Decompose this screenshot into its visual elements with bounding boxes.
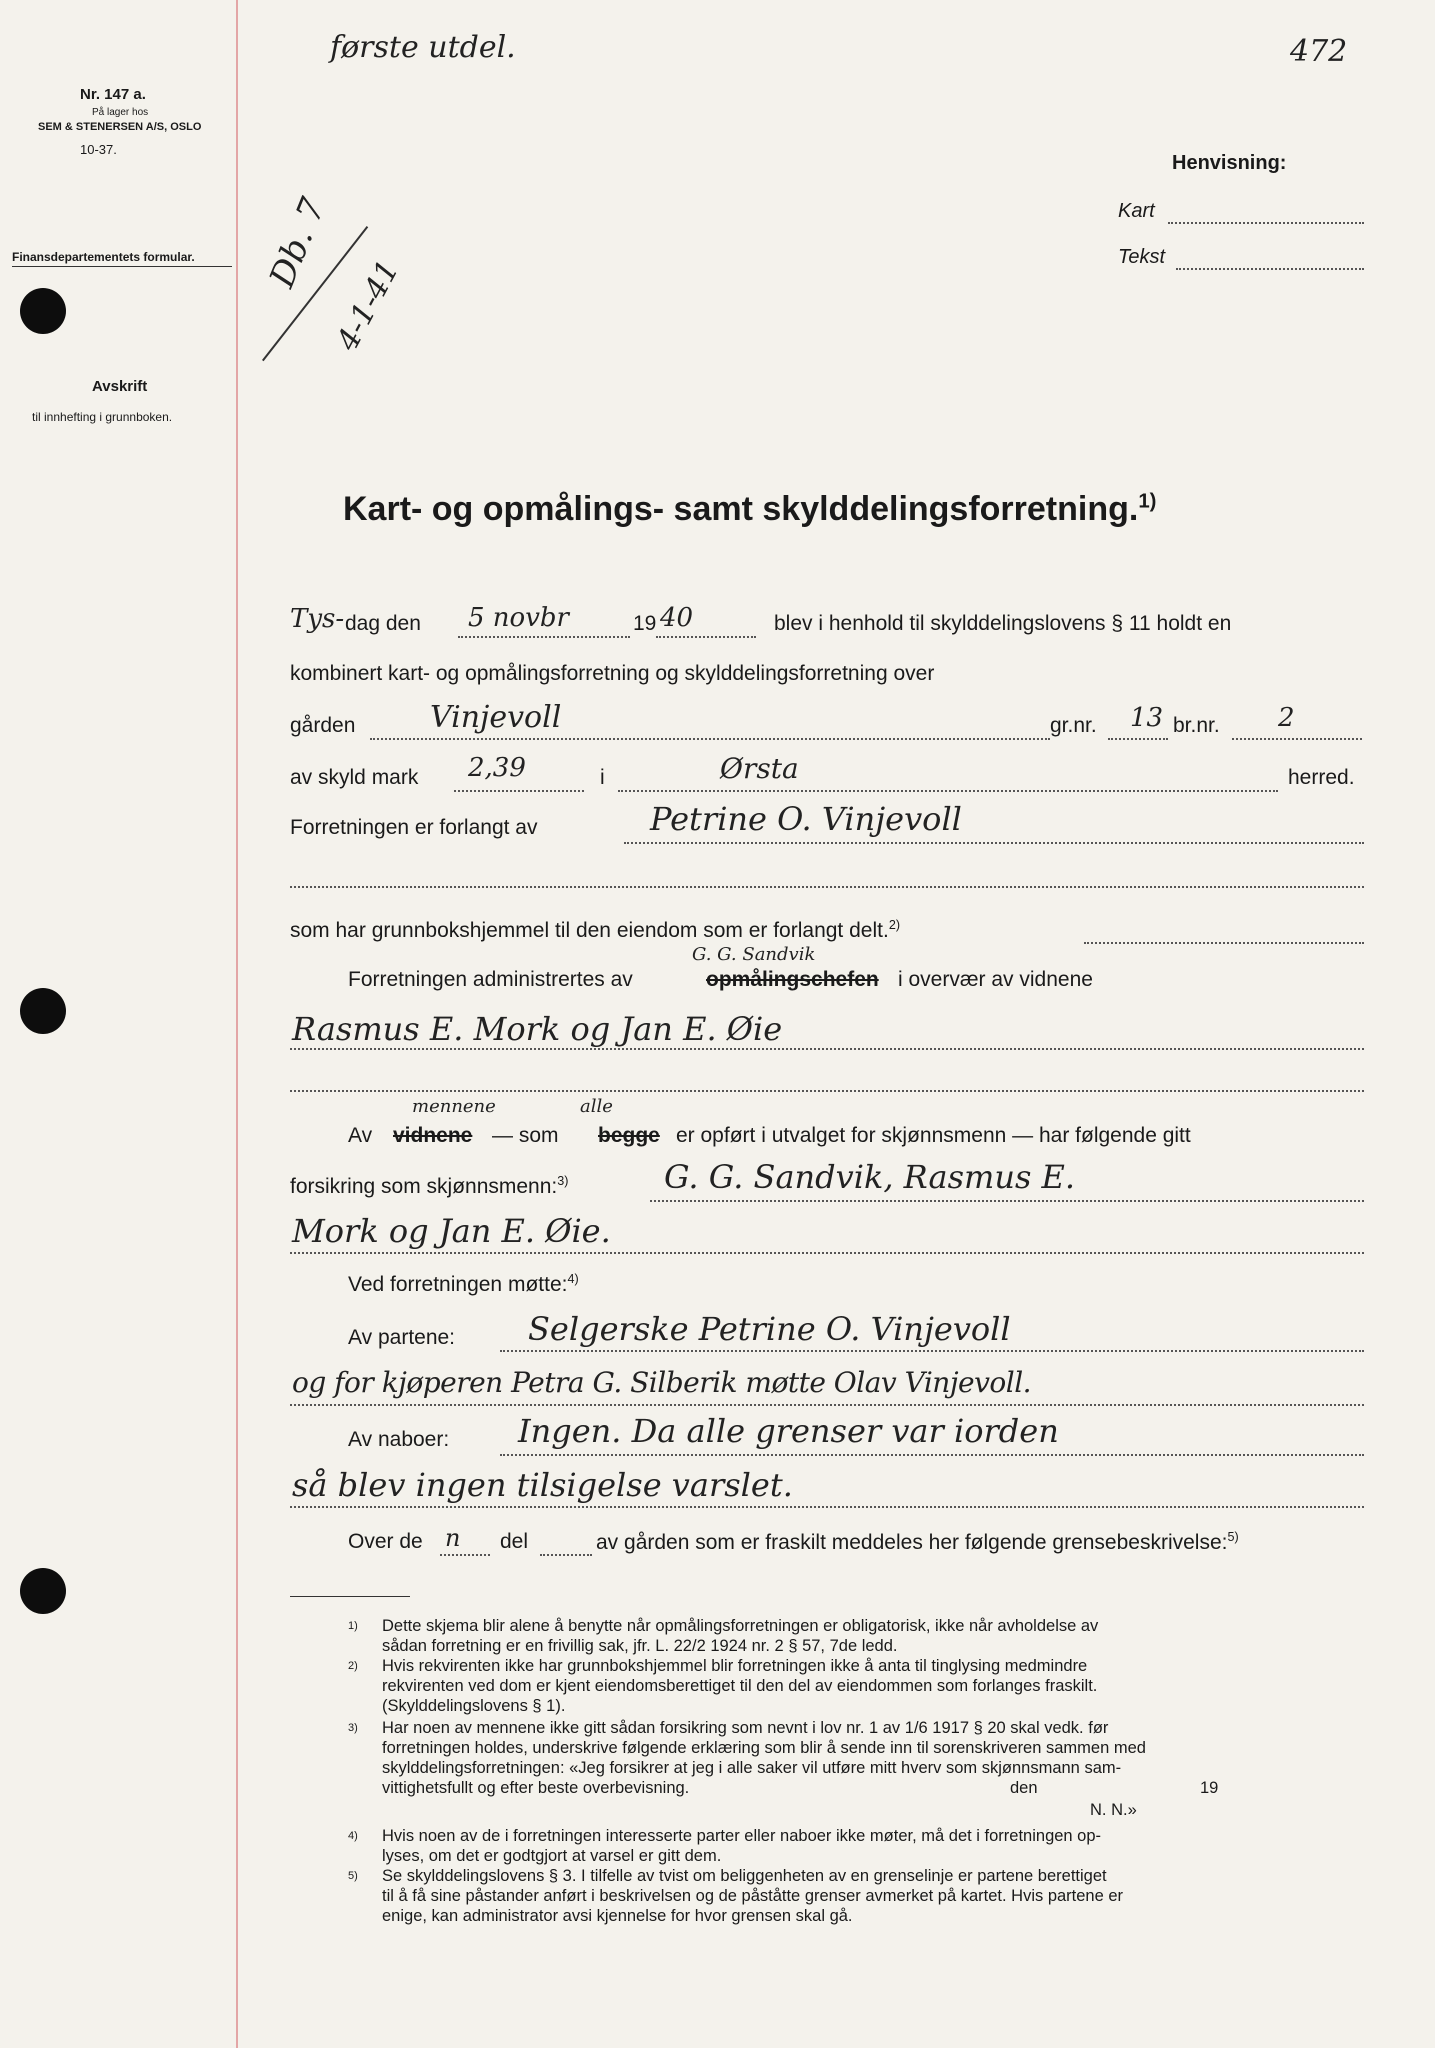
admin-prefix: Forretningen administrertes av bbox=[348, 968, 633, 991]
handwritten-stamp-date: 4-1-41 bbox=[330, 254, 407, 357]
footnote-1-line-2: sådan forretning er en frivillig sak, jfr. L. 22/2 1924 nr. 2 § 57, 7de ledd. bbox=[382, 1637, 898, 1655]
date-line bbox=[458, 636, 630, 638]
year-value: 40 bbox=[660, 603, 694, 633]
forsikring-value-1: G. G. Sandvik, Rasmus E. bbox=[664, 1158, 1076, 1196]
day-prefix-value: Tys- bbox=[290, 604, 345, 634]
witnesses-value: Rasmus E. Mork og Jan E. Øie bbox=[292, 1010, 783, 1048]
begge-insert: alle bbox=[580, 1096, 613, 1117]
date-value: 5 novbr bbox=[468, 603, 569, 633]
reference-kart-line bbox=[1168, 222, 1364, 224]
partene-value-2: og for kjøperen Petra G. Silberik møtte Olav Vinjevoll. bbox=[292, 1366, 1032, 1399]
handwritten-note-top: første utdel. bbox=[330, 30, 516, 65]
publisher-line2: SEM & STENERSEN A/S, OSLO bbox=[38, 121, 202, 133]
requested-label: Forretningen er forlangt av bbox=[290, 816, 538, 839]
signature-year: 19 bbox=[1200, 1779, 1219, 1797]
forsikring-value-2: Mork og Jan E. Øie. bbox=[292, 1212, 611, 1250]
reference-kart-label: Kart bbox=[1118, 200, 1155, 222]
skyld-value: 2,39 bbox=[468, 753, 526, 783]
brnr-label: br.nr. bbox=[1173, 714, 1220, 737]
hjemmel-line bbox=[1084, 942, 1364, 944]
department-label: Finansdepartementets formular. bbox=[12, 250, 195, 264]
brnr-value: 2 bbox=[1278, 703, 1295, 733]
hjemmel-text: som har grunnbokshjemmel til den eiendom som er forlangt delt.$^{2)}$ bbox=[290, 918, 901, 942]
admin-struck: opmålingschefen bbox=[706, 968, 879, 991]
herred-label: herred. bbox=[1288, 766, 1355, 789]
admin-insert: G. G. Sandvik bbox=[692, 944, 816, 965]
footnote-4-line-1: Hvis noen av de i forretningen interesserte parter eller naboer ikke møter, må det i forretningen op- bbox=[382, 1827, 1102, 1845]
over-line bbox=[440, 1554, 490, 1556]
copy-sub: til innhefting i grunnboken. bbox=[32, 410, 173, 424]
footnote-5-line-1: Se skylddelingslovens § 3. I tilfelle av tvist om beliggenheten av en grenselinje er partene berettiget bbox=[382, 1867, 1107, 1885]
form-number: Nr. 147 a. bbox=[80, 86, 146, 103]
footnote-3-num: 3) bbox=[348, 1722, 358, 1734]
requested-value: Petrine O. Vinjevoll bbox=[650, 800, 962, 838]
punch-hole-bottom bbox=[20, 1568, 66, 1614]
requested-line bbox=[624, 842, 1364, 844]
skyld-label: av skyld mark bbox=[290, 766, 419, 789]
partene-line-2 bbox=[290, 1404, 1364, 1406]
line2-text: kombinert kart- og opmålingsforretning og skylddelingsforretning over bbox=[290, 662, 935, 685]
begge-struck: begge bbox=[598, 1124, 660, 1147]
del-label: del bbox=[500, 1530, 529, 1553]
forsikring-line-1 bbox=[650, 1200, 1364, 1202]
motte-label: Ved forretningen møtte:$^{4)}$ bbox=[348, 1272, 579, 1296]
print-date: 10-37. bbox=[80, 142, 117, 157]
footnote-3-line-4: vittighetsfullt og efter beste overbevisning. bbox=[382, 1779, 690, 1797]
naboer-line-2 bbox=[290, 1506, 1364, 1508]
footnote-5-num: 5) bbox=[348, 1870, 358, 1882]
vidnene-insert: mennene bbox=[412, 1096, 496, 1117]
partene-line-1 bbox=[500, 1350, 1364, 1352]
footnote-2-line-2: rekvirenten ved dom er kjent eiendomsberettiget til den del av eiendommen som forlanges fraskilt. bbox=[382, 1677, 1098, 1695]
reference-heading: Henvisning: bbox=[1172, 152, 1287, 174]
farm-line bbox=[370, 738, 1050, 740]
witnesses-line bbox=[290, 1048, 1364, 1050]
partene-value-1: Selgerske Petrine O. Vinjevoll bbox=[528, 1310, 1011, 1348]
year-line bbox=[656, 636, 756, 638]
publisher-line1: På lager hos bbox=[92, 107, 149, 118]
naboer-label: Av naboer: bbox=[348, 1428, 450, 1451]
som-label: — som bbox=[492, 1124, 559, 1147]
over-label: Over de bbox=[348, 1530, 423, 1553]
blank-line-1 bbox=[290, 886, 1364, 888]
farm-value: Vinjevoll bbox=[430, 700, 562, 735]
footnote-1-num: 1) bbox=[348, 1620, 358, 1632]
admin-rest: i overvær av vidnene bbox=[898, 968, 1093, 991]
naboer-line-1 bbox=[500, 1454, 1364, 1456]
signature-den: den bbox=[1010, 1779, 1038, 1797]
av-label: Av bbox=[348, 1124, 373, 1147]
reference-tekst-label: Tekst bbox=[1118, 246, 1166, 268]
footnote-4-line-2: lyses, om det er godtgjort at varsel er gitt dem. bbox=[382, 1847, 722, 1865]
forsikring-line-2 bbox=[290, 1252, 1364, 1254]
punch-hole-top bbox=[20, 288, 66, 334]
herred-value: Ørsta bbox=[720, 752, 799, 785]
naboer-value-2: så blev ingen tilsigelse varslet. bbox=[292, 1466, 793, 1504]
punch-hole-middle bbox=[20, 988, 66, 1034]
herred-line bbox=[618, 790, 1278, 792]
brnr-line bbox=[1232, 738, 1362, 740]
handwritten-page-number: 472 bbox=[1290, 34, 1348, 69]
opfort-rest: er opført i utvalget for skjønnsmenn — har følgende gitt bbox=[676, 1124, 1191, 1147]
footnote-2-line-3: (Skylddelingslovens § 1). bbox=[382, 1697, 566, 1715]
copy-label: Avskrift bbox=[92, 378, 148, 395]
grnr-label: gr.nr. bbox=[1050, 714, 1097, 737]
over-insert: n bbox=[445, 1524, 461, 1552]
footnote-2-line-1: Hvis rekvirenten ikke har grunnbokshjemmel blir forretningen ikke å anta til tinglysing medmindre bbox=[382, 1657, 1088, 1675]
forsikring-label: forsikring som skjønnsmenn:$^{3)}$ bbox=[290, 1174, 569, 1198]
footnote-3-line-2: forretningen holdes, underskrive følgende erklæring som blir å sende inn til sorenskriveren sammen med bbox=[382, 1739, 1146, 1757]
partene-label: Av partene: bbox=[348, 1326, 456, 1349]
signature-nn: N. N.» bbox=[1090, 1801, 1137, 1819]
grnr-value: 13 bbox=[1130, 703, 1164, 733]
footnote-3-line-3: skylddelingsforretningen: «Jeg forsikrer at jeg i alle saker vil utføre mitt hverv som skjønnsmann sam- bbox=[382, 1759, 1122, 1777]
footnote-3-line-1: Har noen av mennene ikke gitt sådan forsikring som nevnt i lov nr. 1 av 1/6 1917 § 20 skal vedk. før bbox=[382, 1719, 1109, 1737]
farm-label: gården bbox=[290, 714, 356, 737]
footnote-5-line-2: til å få sine påstander anført i beskrivelsen og de påståtte grenser avmerket på kartet. Hvis partene er bbox=[382, 1887, 1124, 1905]
footnote-4-num: 4) bbox=[348, 1830, 358, 1842]
del-rest: av gården som er fraskilt meddeles her følgende grensebeskrivelse:$^{5)}$ bbox=[596, 1530, 1239, 1554]
year-prefix: 19 bbox=[633, 612, 657, 635]
i-label: i bbox=[600, 766, 605, 789]
footnote-2-num: 2) bbox=[348, 1660, 358, 1672]
reference-tekst-line bbox=[1176, 268, 1364, 270]
footnote-5-line-3: enige, kan administrator avsi kjennelse for hvor grensen skal gå. bbox=[382, 1907, 853, 1925]
department-underline bbox=[12, 266, 232, 267]
line1-rest: blev i henhold til skylddelingslovens § 11 holdt en bbox=[774, 612, 1232, 635]
handwritten-stamp-ref: Db. 7 bbox=[262, 192, 334, 293]
grnr-line bbox=[1108, 738, 1168, 740]
vidnene-struck: vidnene bbox=[393, 1124, 473, 1147]
skyld-line bbox=[454, 790, 584, 792]
del-line bbox=[540, 1554, 592, 1556]
naboer-value-1: Ingen. Da alle grenser var iorden bbox=[518, 1412, 1059, 1450]
margin-rule bbox=[236, 0, 238, 2048]
footnote-1-line-1: Dette skjema blir alene å benytte når opmålingsforretningen er obligatorisk, ikke når avholdelse av bbox=[382, 1617, 1099, 1635]
blank-line-2 bbox=[290, 1090, 1364, 1092]
footnote-separator bbox=[290, 1596, 410, 1597]
day-label: dag den bbox=[345, 612, 421, 635]
document-title: Kart- og opmålings- samt skylddelingsforretning.$^{1)}$ bbox=[343, 490, 1157, 528]
